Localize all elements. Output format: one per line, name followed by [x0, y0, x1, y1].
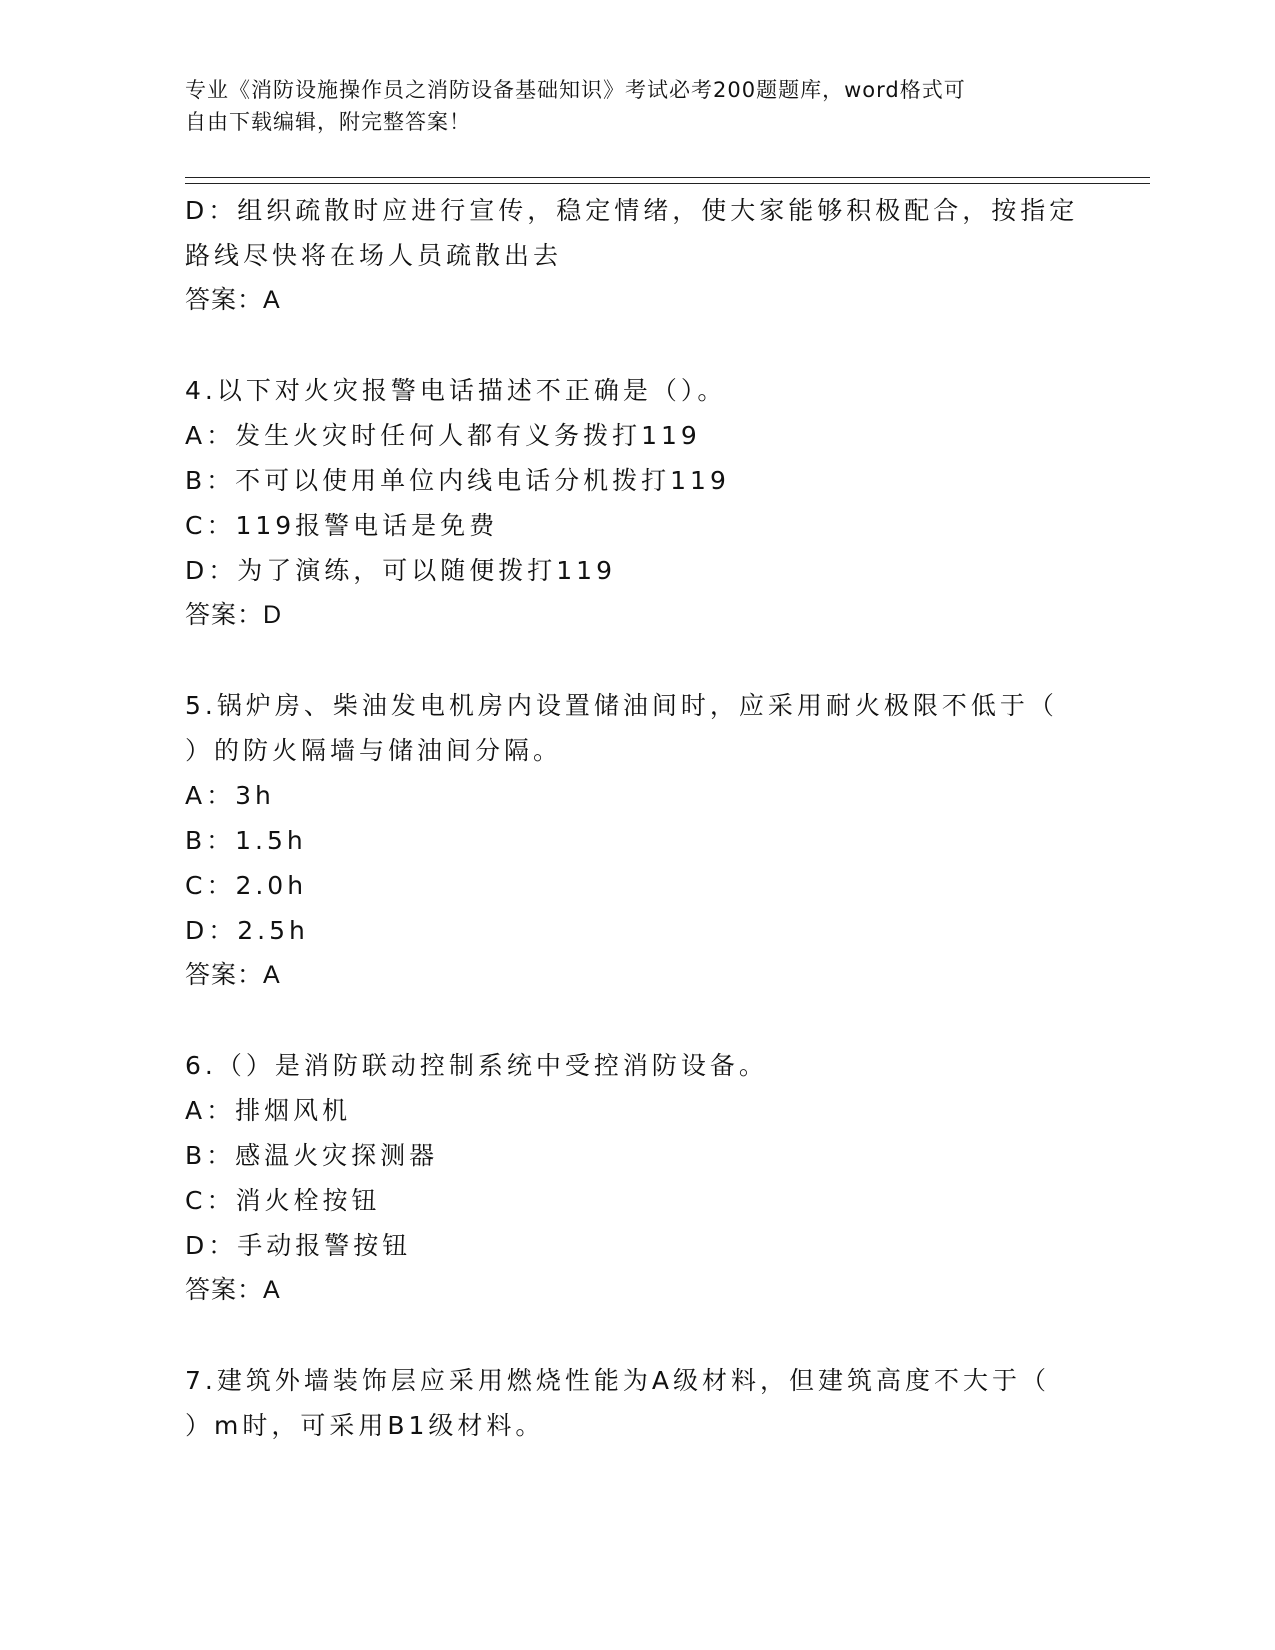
- question-6: [185, 1043, 1085, 1313]
- header-title-line-1: 专业《消防设施操作员之消防设备基础知识》考试必考200题题库，word格式可: [185, 78, 966, 102]
- option-b: B：1.5h: [185, 826, 307, 855]
- spacer: [185, 323, 1085, 368]
- question-3-tail: [185, 188, 1085, 323]
- option-a: A：发生火灾时任何人都有义务拨打119: [185, 421, 701, 450]
- option-b: B：感温火灾探测器: [185, 1141, 439, 1170]
- question-stem: 7.建筑外墙装饰层应采用燃烧性能为A级材料，但建筑高度不大于（: [185, 1366, 1050, 1395]
- question-stem-continued: ）的防火隔墙与储油间分隔。: [185, 736, 563, 765]
- option-d: D：组织疏散时应进行宣传，稳定情绪，使大家能够积极配合，按指定: [185, 196, 1079, 225]
- question-list: [185, 188, 1085, 1448]
- header-divider: [185, 177, 1150, 184]
- answer: 答案：A: [185, 961, 281, 989]
- question-stem: 6.（）是消防联动控制系统中受控消防设备。: [185, 1051, 768, 1080]
- option-d: D：2.5h: [185, 916, 309, 945]
- option-c: C：消火栓按钮: [185, 1186, 381, 1215]
- spacer: [185, 998, 1085, 1043]
- question-7: [185, 1358, 1085, 1448]
- option-d: D：为了演练，可以随便拨打119: [185, 556, 616, 585]
- answer: 答案：A: [185, 286, 281, 314]
- option-c: C：2.0h: [185, 871, 308, 900]
- answer: 答案：D: [185, 601, 283, 629]
- question-stem-continued: ）m时，可采用B1级材料。: [185, 1411, 545, 1440]
- answer: 答案：A: [185, 1276, 281, 1304]
- option-a: A：3h: [185, 781, 275, 810]
- question-stem: 5.锅炉房、柴油发电机房内设置储油间时，应采用耐火极限不低于（: [185, 691, 1058, 720]
- question-stem: 4.以下对火灾报警电话描述不正确是（）。: [185, 376, 727, 405]
- spacer: [185, 638, 1085, 683]
- question-5: [185, 683, 1085, 998]
- option-b: B：不可以使用单位内线电话分机拨打119: [185, 466, 730, 495]
- option-d-continued: 路线尽快将在场人员疏散出去: [185, 241, 563, 270]
- header-title-line-2: 自由下载编辑，附完整答案！: [185, 110, 471, 134]
- option-a: A：排烟风机: [185, 1096, 352, 1125]
- option-d: D：手动报警按钮: [185, 1231, 412, 1260]
- option-c: C：119报警电话是免费: [185, 511, 499, 540]
- question-4: [185, 368, 1085, 638]
- spacer: [185, 1313, 1085, 1358]
- document-header: [185, 74, 1085, 138]
